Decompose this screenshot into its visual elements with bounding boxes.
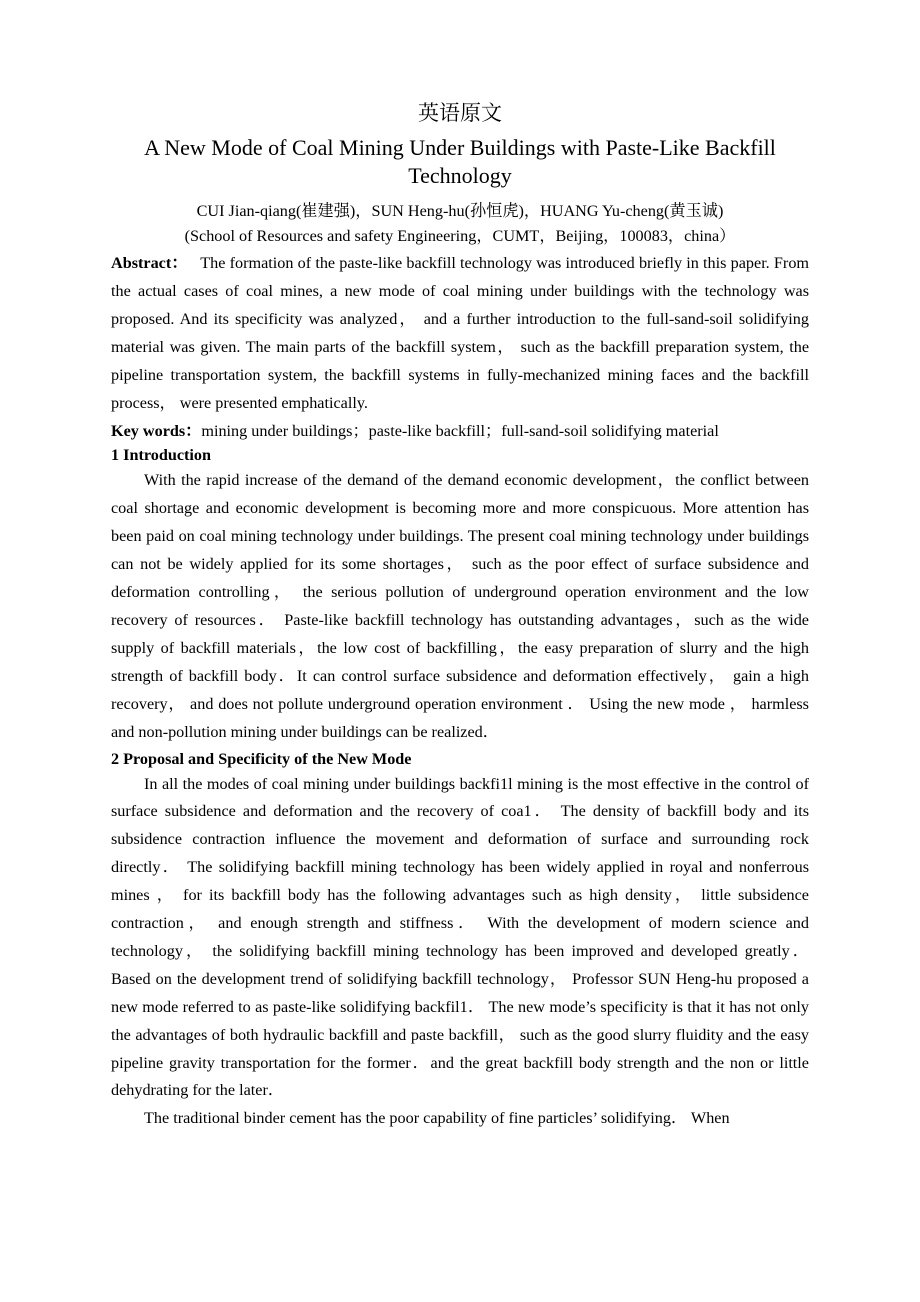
paper-title: A New Mode of Coal Mining Under Buildings with Paste-Like Backfill Technology (144, 135, 776, 188)
introduction-paragraph: With the rapid increase of the demand of the demand economic development，the conflict between coal shortage and economic development is becoming more and more conspicuous. More attention has been paid on coal mining technology under buildings. The present coal mining technology under buildings can not be widely applied for its some shortages， such as the poor effect of surface subsidence and deformation controlling， the serious pollution of underground operation environment and the low recovery of resources． Paste-like backfill technology has outstanding advantages，such as the wide supply of backfill materials，the low cost of backfilling，the easy preparation of slurry and the high strength of backfill body．It can control surface subsidence and deformation effectively， gain a high recovery， and does not pollute underground operation environment ． Using the new mode ， harmless and non-pollution mining under buildings can be realized． (111, 471, 809, 741)
abstract-text: The formation of the paste-like backfill technology was introduced briefly in this paper. From the actual cases of coal mines, a new mode of coal mining under buildings with the technology was proposed. And its specificity was analyzed， and a further introduction to the full-sand-soil solidifying material was given. The main parts of the backfill system， such as the backfill preparation system, the pipeline transportation system, the backfill systems in fully-mechanized mining faces and the backfill process， were presented emphatically. (111, 254, 810, 412)
proposal-paragraph-continued: The traditional binder cement has the poor capability of fine particles’ solidifying． When (144, 1109, 730, 1128)
keywords (111, 419, 809, 443)
proposal-paragraph: In all the modes of coal mining under buildings backfi1l mining is the most effective in the control of surface subsidence and deformation and the recovery of coa1． The density of backfill body and its subsidence contraction influence the movement and deformation of surface and surrounding rock directly． The solidifying backfill mining technology has been widely applied in royal and nonferrous mines ， for its backfill body has the following advantages such as high density， little subsidence contraction， and enough strength and stiffness． With the development of modern science and technology， the solidifying backfill mining technology has been improved and developed greatly． Based on the development trend of solidifying backfill technology， Professor SUN Heng-hu proposed a new mode referred to as paste-like solidifying backfil1． The new mode’s specificity is that it has not only the advantages of both hydraulic backfill and paste backfill， such as the good slurry fluidity and the easy pipeline gravity transportation for the former．and the great backfill body strength and the non or little dehydrating for the later． (111, 774, 809, 1100)
affiliation: (School of Resources and safety Engineering，CUMT，Beijing，100083，china） (184, 227, 736, 245)
keywords-label: Key words： (111, 422, 202, 441)
abstract (111, 250, 809, 417)
author-list: CUI Jian-qiang(崔建强)，SUN Heng-hu(孙恒虎)，HUANG Yu-cheng(黄玉诚) (196, 202, 724, 220)
section-heading-introduction: 1 Introduction (111, 446, 211, 465)
keywords-text: mining under buildings；paste-like backfill；full-sand-soil solidifying material (201, 422, 719, 441)
chinese-heading: 英语原文 (418, 101, 502, 125)
abstract-label: Abstract： (111, 254, 188, 272)
section-heading-proposal: 2 Proposal and Specificity of the New Mode (111, 749, 412, 768)
